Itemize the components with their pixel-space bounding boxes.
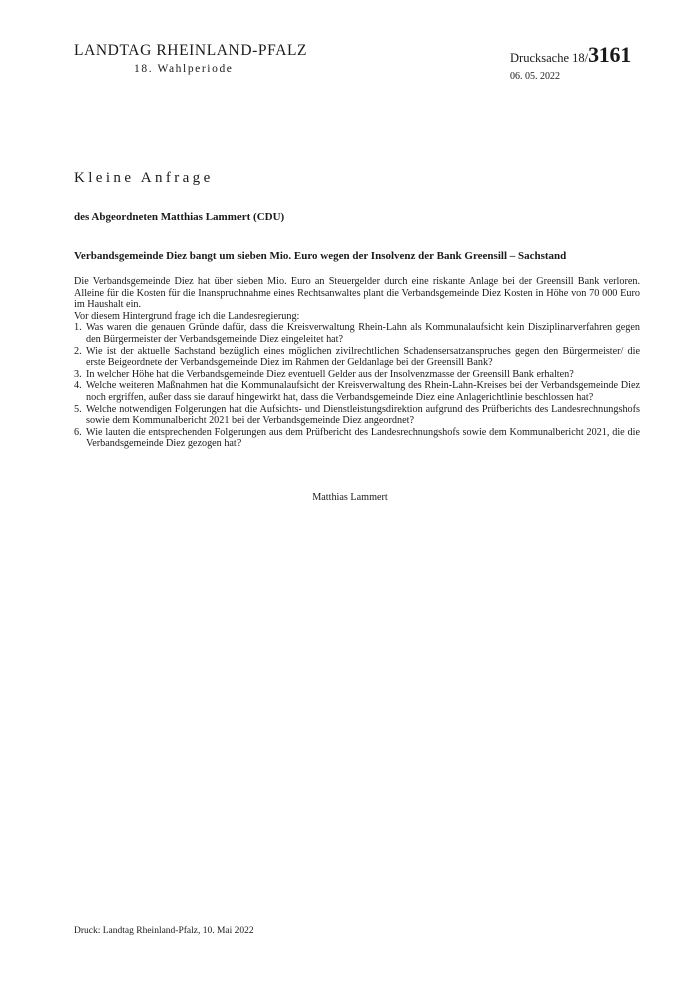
legislative-period: 18. Wahlperiode — [134, 63, 234, 75]
signature: Matthias Lammert — [312, 492, 388, 503]
print-footer: Druck: Landtag Rheinland-Pfalz, 10. Mai 2022 — [74, 926, 254, 936]
lead-in-text: Vor diesem Hintergrund frage ich die Landesregierung: — [74, 310, 300, 322]
subject-title: Verbandsgemeinde Diez bangt um sieben Mio. Euro wegen der Insolvenz der Bank Greensill – Sachstand — [74, 250, 567, 262]
header-left — [74, 42, 307, 77]
author-line: des Abgeordneten Matthias Lammert (CDU) — [74, 211, 285, 223]
question-text: In welcher Höhe hat die Verbandsgemeinde Diez eventuell Gelder aus der Insolvenzmasse der Greensill Bank erhalten? — [86, 368, 574, 380]
question-item — [74, 369, 640, 381]
question-number: 3. — [74, 368, 82, 380]
question-number: 2. — [74, 345, 82, 357]
printed-matter-number: 3161 — [588, 42, 631, 67]
question-number: 6. — [74, 426, 82, 438]
question-item — [74, 380, 640, 403]
intro-paragraph: Die Verbandsgemeinde Diez hat über sieben Mio. Euro an Steuergelder durch eine riskante Anlage bei der Greensill Bank verloren. Alleine für die Kosten für die Inanspruchnahme eines Rechtsanwaltes plant die Verbandsgemeinde Diez Kosten in Höhe von 70 000 Euro im Haushalt ein. — [74, 276, 640, 311]
body-text — [74, 276, 640, 450]
parliament-name: LANDTAG RHEINLAND-PFALZ — [74, 42, 308, 59]
question-item — [74, 427, 640, 450]
question-number: 1. — [74, 322, 82, 334]
printed-matter-label: Drucksache 18/ — [510, 51, 589, 65]
header-right — [510, 44, 631, 83]
question-text: Wie lauten die entsprechenden Folgerungen aus dem Prüfbericht des Landesrechnungshofs sowie dem Kommunalbericht 2021, die die Verbandsgemeinde Diez gezogen hat? — [86, 426, 640, 450]
printed-matter-line — [510, 44, 631, 69]
question-item — [74, 346, 640, 369]
question-number: 4. — [74, 380, 82, 392]
question-text: Welche notwendigen Folgerungen hat die Aufsichts- und Dienstleistungsdirektion aufgrund des Prüfberichts des Landesrechnungshofs sowie dem Kommunalbericht 2021 bei der Verbandsgemeinde Diez angeordnet? — [86, 403, 640, 427]
document-date: 06. 05. 2022 — [510, 71, 560, 82]
question-item — [74, 404, 640, 427]
question-text: Welche weiteren Maßnahmen hat die Kommunalaufsicht der Kreisverwaltung des Rhein-Lahn-Kreises bei der Verbandsgemeinde Diez noch ergriffen, außer dass sie darauf hingewirkt hat, dass die Verbandsgemeinde Diez eine Anlagerichtlinie beschlossen hat? — [86, 380, 640, 403]
question-text: Was waren die genauen Gründe dafür, dass die Kreisverwaltung Rhein-Lahn als Kommunalaufsicht kein Disziplinarverfahren gegen den Bürgermeister der Verbandsgemeinde Diez eingeleitet hat? — [86, 322, 640, 345]
question-text: Wie ist der aktuelle Sachstand bezüglich eines möglichen zivilrechtlichen Schadensersatzanspruches gegen den Bürgermeister/ die erste Beigeordnete der Verbandsgemeinde Diez im Rahmen der Geldanlage bei der Greensill Bank? — [86, 345, 640, 369]
question-item — [74, 322, 640, 345]
question-list — [74, 322, 640, 450]
question-number: 5. — [74, 403, 82, 415]
document-type: Kleine Anfrage — [74, 170, 214, 186]
